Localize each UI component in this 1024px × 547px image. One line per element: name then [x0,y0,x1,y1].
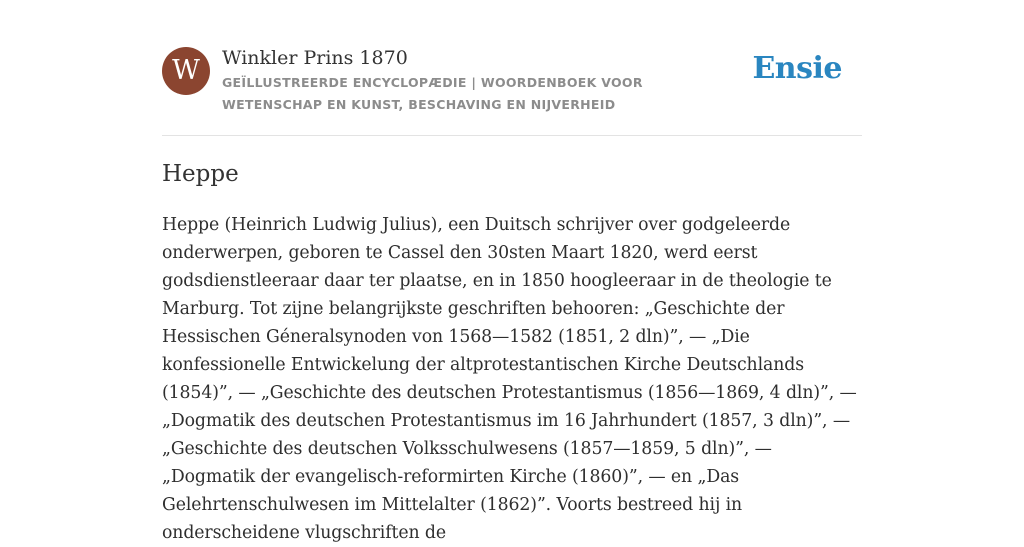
entry-title: Heppe [162,161,239,187]
ensie-logo-link[interactable]: Ensie [752,51,842,86]
source-header [162,46,862,136]
source-subtitle: GEÏLLUSTREERDE ENCYCLOPÆDIE | WOORDENBOEK VOOR WETENSCHAP EN KUNST, BESCHAVING EN NIJVERHEID [222,75,643,112]
source-avatar[interactable]: W [162,47,210,95]
header-divider [162,135,862,136]
source-title[interactable]: Winkler Prins 1870 [222,47,408,69]
entry-body: Heppe (Heinrich Ludwig Julius), een Duitsch schrijver over godgeleerde onderwerpen, geboren te Cassel den 30sten Maart 1820, werd eerst godsdienstleeraar daar ter plaatse, en in 1850 hoogleeraar in de theologie te Marburg. Tot zijne belangrijkste geschriften behooren: „Geschichte der Hessischen Géneralsynoden von 1568—1582 (1851, 2 dln)”, — „Die konfessionelle Entwickelung der altprotestantischen Kirche Deutschlands (1854)”, — „Geschichte des deutschen Protestantismus (1856—1869, 4 dln)”, — „Dogmatik des deutschen Protestantismus im 16 Jahrhundert (1857, 3 dln)”, — „Geschichte des deutschen Volksschulwesens (1857—1859, 5 dln)”, — „Dogmatik der evangelisch-reformirten Kirche (1860)”, — en „Das Gelehrtenschulwesen im Mittelalter (1862)”. Voorts bestreed hij in onderscheidene vlugschriften de [162,215,857,543]
